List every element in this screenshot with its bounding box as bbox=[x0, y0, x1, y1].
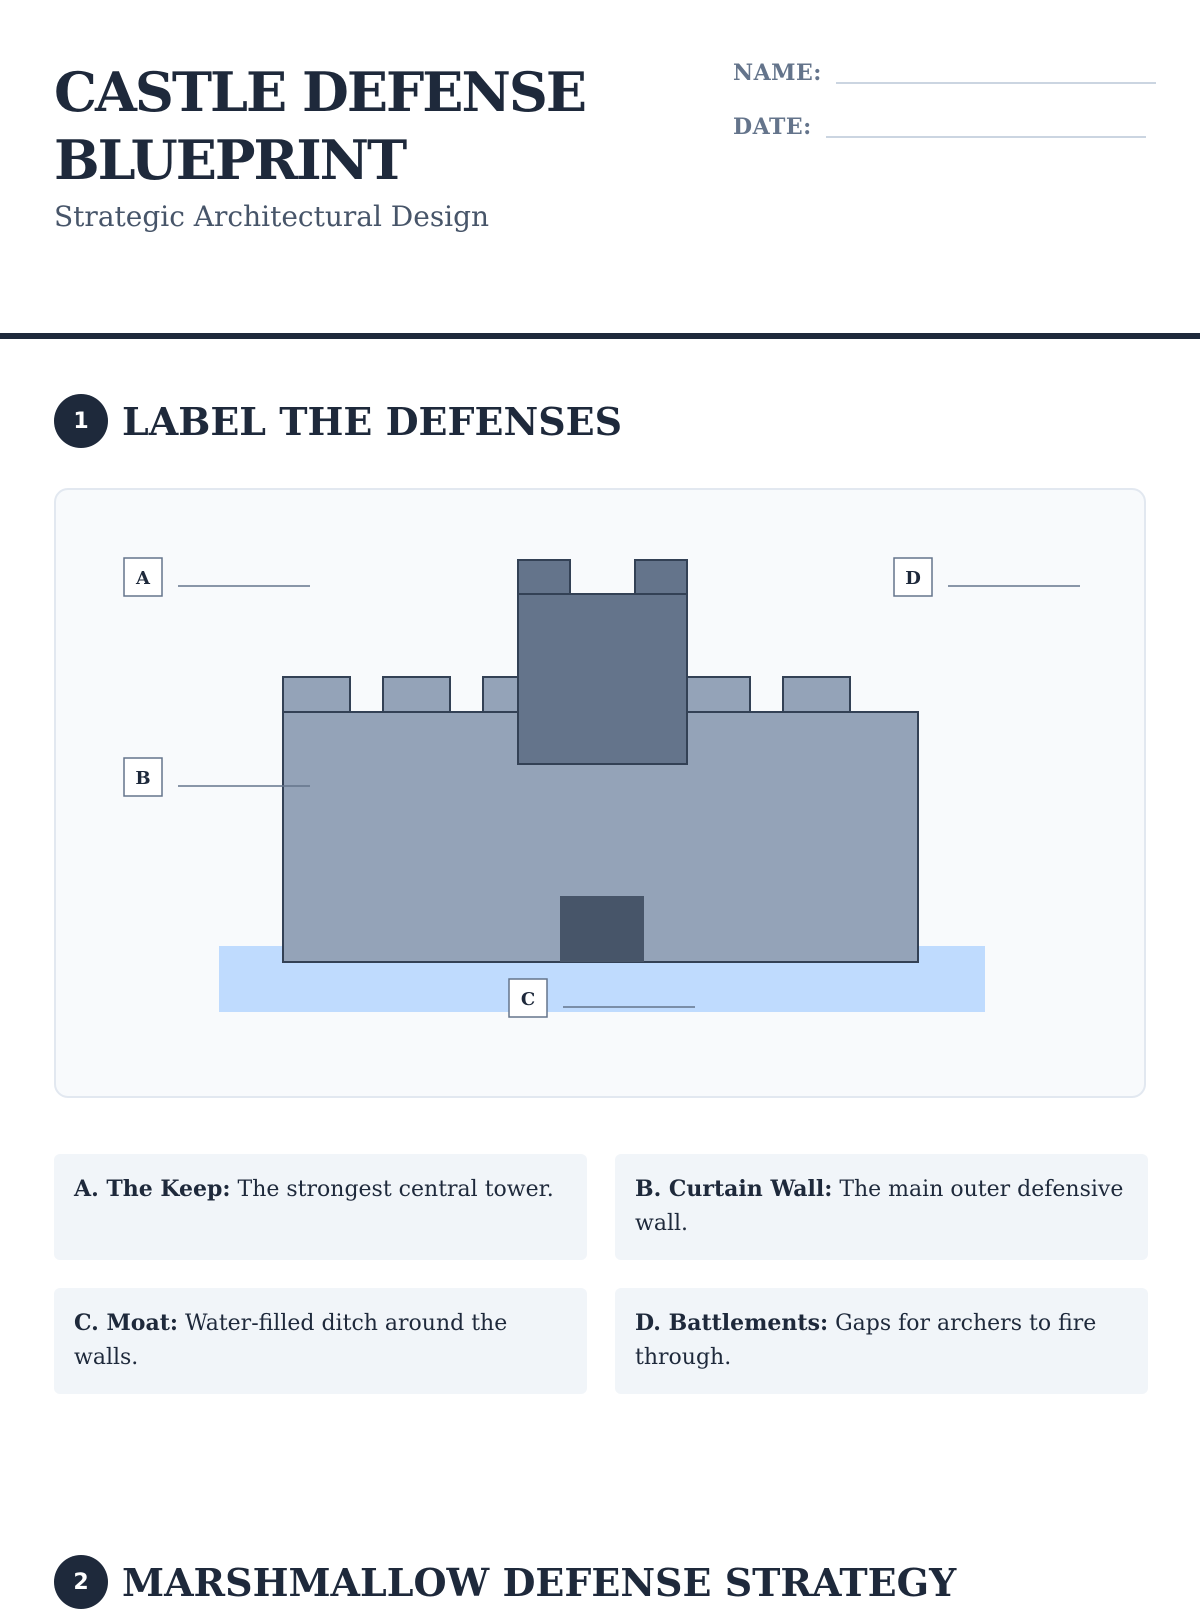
callout-c-letter: C bbox=[520, 989, 536, 1010]
name-blank-line[interactable] bbox=[836, 82, 1156, 84]
callout-a[interactable] bbox=[124, 558, 310, 596]
legend-term: A. The Keep: bbox=[74, 1176, 231, 1202]
worksheet-title bbox=[54, 58, 585, 194]
legend-description: The main outer defensive wall. bbox=[635, 1177, 1124, 1236]
legend-card-curtain-wall bbox=[615, 1154, 1148, 1260]
worksheet-subtitle: Strategic Architectural Design bbox=[54, 200, 490, 233]
castle-diagram-panel bbox=[54, 488, 1146, 1098]
section-2-number-badge: 2 bbox=[54, 1555, 108, 1609]
legend-term: D. Battlements: bbox=[635, 1310, 829, 1336]
callout-d[interactable] bbox=[894, 558, 1080, 596]
wall-merlon bbox=[783, 677, 850, 712]
legend-card-battlements bbox=[615, 1288, 1148, 1394]
legend-description: Gaps for archers to fire through. bbox=[635, 1311, 1097, 1370]
keep-merlon bbox=[518, 560, 570, 594]
date-blank-line[interactable] bbox=[826, 136, 1146, 138]
callout-d-letter: D bbox=[905, 568, 921, 589]
date-label: DATE: bbox=[733, 114, 812, 140]
legend-description: The strongest central tower. bbox=[230, 1177, 554, 1202]
section-2-title: MARSHMALLOW DEFENSE STRATEGY bbox=[122, 1559, 957, 1605]
gate bbox=[560, 896, 644, 962]
callout-b-letter: B bbox=[135, 768, 151, 789]
title-line-2: BLUEPRINT bbox=[54, 128, 406, 192]
callout-a-letter: A bbox=[136, 568, 150, 589]
legend-card-moat bbox=[54, 1288, 587, 1394]
name-field[interactable] bbox=[733, 60, 1156, 86]
legend-description: Water-filled ditch around the walls. bbox=[74, 1311, 508, 1370]
legend-term: C. Moat: bbox=[74, 1310, 179, 1336]
legend-term: B. Curtain Wall: bbox=[635, 1176, 833, 1202]
keep-merlon bbox=[635, 560, 687, 594]
wall-merlon bbox=[283, 677, 350, 712]
section-1-title: LABEL THE DEFENSES bbox=[122, 398, 623, 444]
keep-tower bbox=[518, 594, 687, 764]
castle-diagram bbox=[56, 490, 1144, 1096]
defense-legend bbox=[54, 1154, 1148, 1394]
section-1-header bbox=[54, 394, 622, 448]
section-1-number-badge: 1 bbox=[54, 394, 108, 448]
header-divider bbox=[0, 333, 1200, 339]
section-2-header bbox=[54, 1555, 956, 1609]
wall-merlon bbox=[683, 677, 750, 712]
date-field[interactable] bbox=[733, 114, 1146, 140]
wall-merlon bbox=[383, 677, 450, 712]
name-label: NAME: bbox=[733, 60, 822, 86]
title-line-1: CASTLE DEFENSE bbox=[54, 60, 585, 124]
legend-card-keep bbox=[54, 1154, 587, 1260]
